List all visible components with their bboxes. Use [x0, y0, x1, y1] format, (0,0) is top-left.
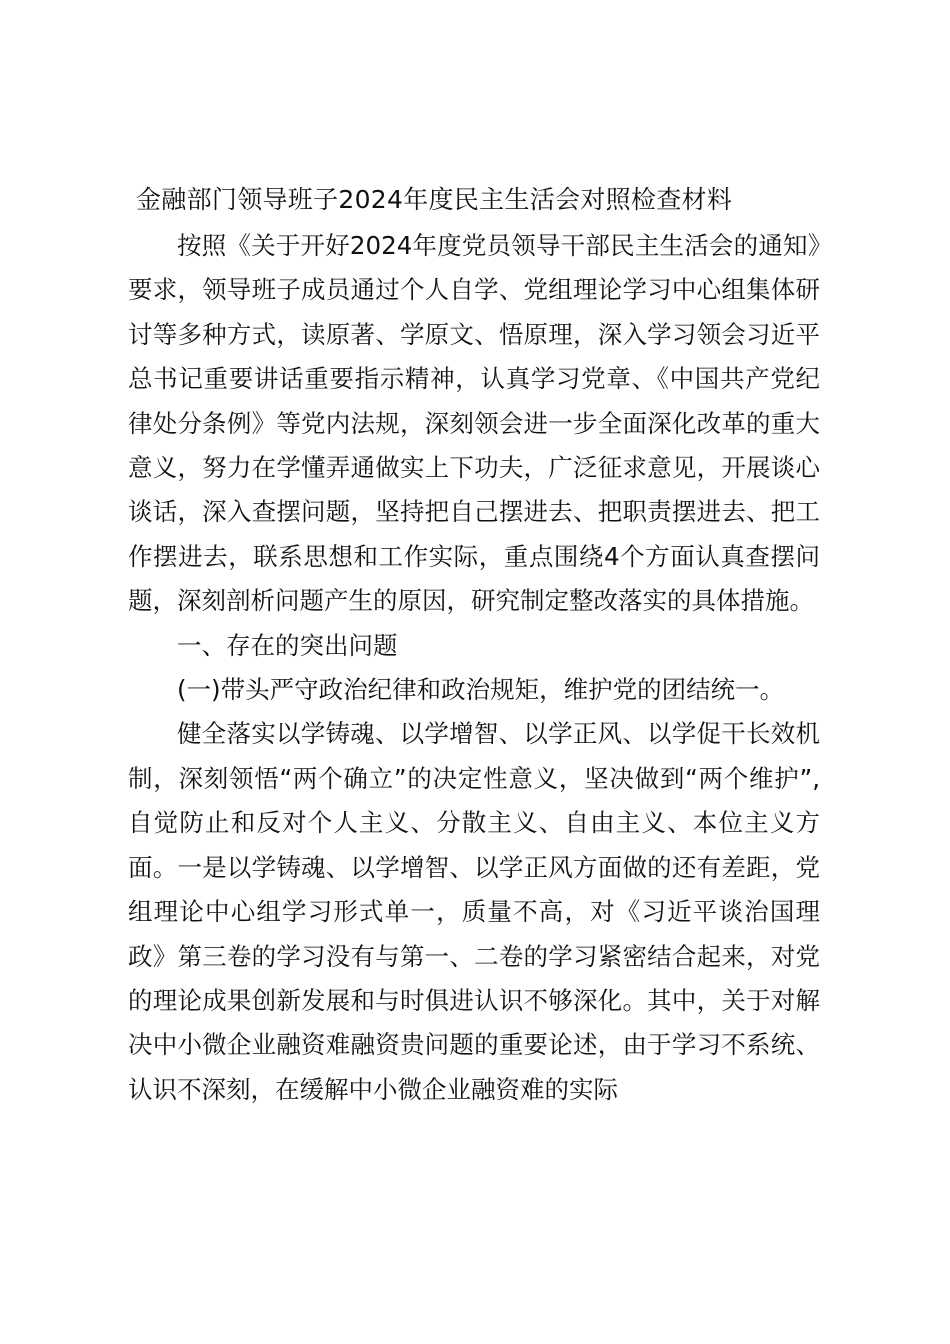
document-body	[128, 224, 820, 1112]
document-title: 金融部门领导班子2024年度民主生活会对照检查材料	[136, 185, 733, 214]
subsection-heading: (一)带头严守政治纪律和政治规矩，维护党的团结统一。	[177, 675, 785, 705]
body-paragraph: 健全落实以学铸魂、以学增智、以学正风、以学促干长效机制，深刻领悟“两个确立”的决定性意义，坚决做到“两个维护”,自觉防止和反对个人主义、分散主义、自由主义、本位主义方面。一是以学铸魂、以学增智、以学正风方面做的还有差距，党组理论中心组学习形式单一，质量不高，对《习近平谈治国理政》第三卷的学习没有与第一、二卷的学习紧密结合起来，对党的理论成果创新发展和与时俱进认识不够深化。其中，关于对解决中小微企业融资难融资贵问题的重要论述，由于学习不系统、认识不深刻，在缓解中小微企业融资难的实际	[128, 719, 820, 1104]
intro-paragraph: 按照《关于开好2024年度党员领导干部民主生活会的通知》要求，领导班子成员通过个人自学、党组理论学习中心组集体研讨等多种方式，读原著、学原文、悟原理，深入学习领会习近平总书记重要讲话重要指示精神，认真学习党章、《中国共产党纪律处分条例》等党内法规，深刻领会进一步全面深化改革的重大意义，努力在学懂弄通做实上下功夫，广泛征求意见，开展谈心谈话，深入查摆问题，坚持把自己摆进去、把职责摆进去、把工作摆进去，联系思想和工作实际，重点围绕4个方面认真查摆问题，深刻剖析问题产生的原因，研究制定整改落实的具体措施。	[128, 231, 820, 616]
section-heading: 一、存在的突出问题	[177, 630, 398, 660]
